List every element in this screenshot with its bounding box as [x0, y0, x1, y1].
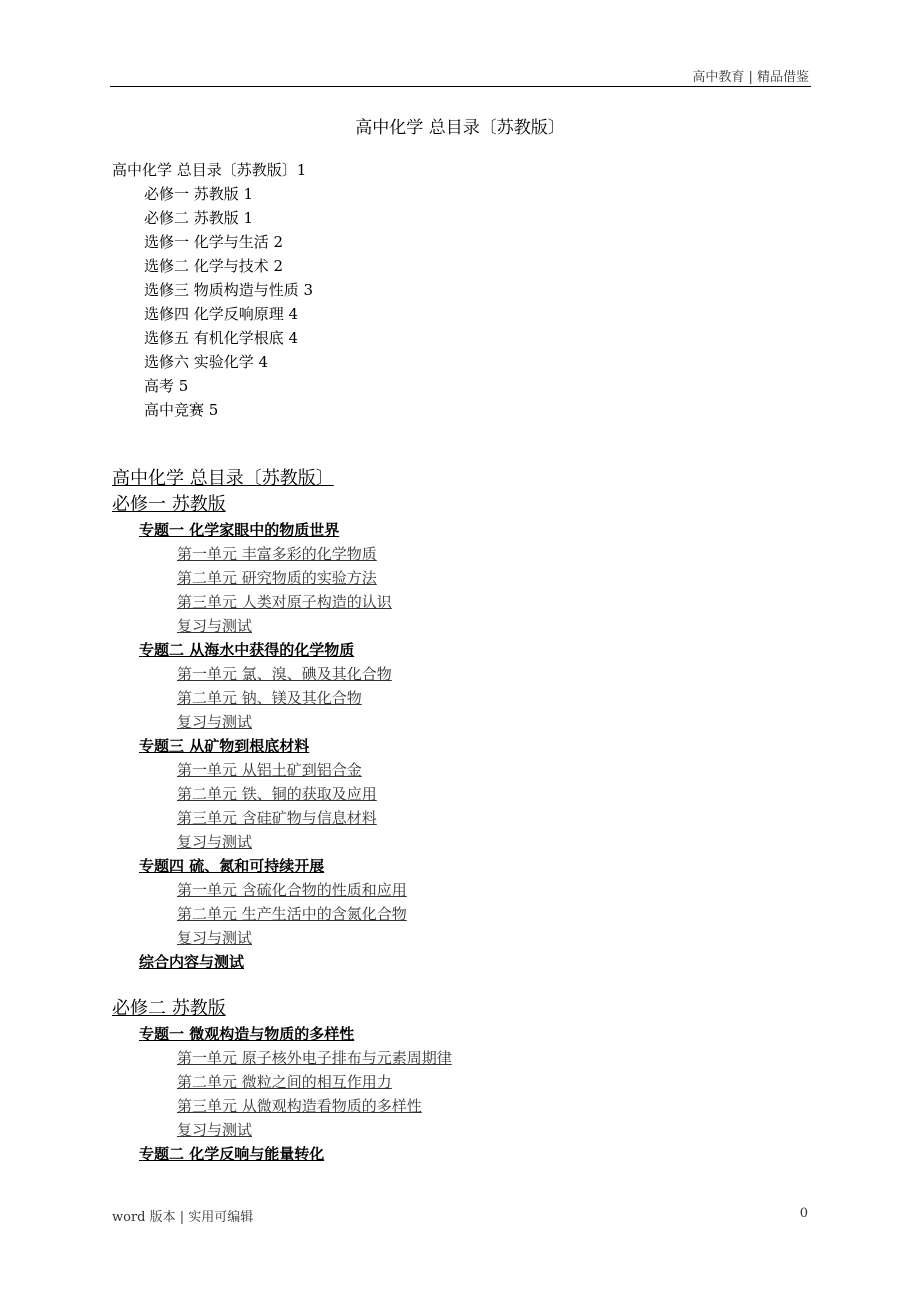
unit-link[interactable]: 第二单元 钠、镁及其化合物 [177, 689, 362, 707]
contents-body [0, 466, 920, 1166]
toc-entry[interactable]: 高考 5 [144, 377, 189, 395]
toc-entry[interactable]: 选修一 化学与生活 2 [144, 233, 284, 251]
unit-link[interactable]: 复习与测试 [177, 617, 253, 635]
unit-link[interactable]: 第一单元 从铝土矿到铝合金 [177, 761, 362, 779]
unit-link[interactable]: 第一单元 氯、溴、碘及其化合物 [177, 665, 392, 683]
toc-entry[interactable]: 高中化学 总目录〔苏教版〕1 [112, 161, 307, 179]
main-heading-link[interactable]: 高中化学 总目录〔苏教版〕 [112, 468, 334, 489]
unit-link[interactable]: 第二单元 铁、铜的获取及应用 [177, 785, 377, 803]
unit-link[interactable]: 第一单元 丰富多彩的化学物质 [177, 545, 377, 563]
topic-link[interactable]: 专题四 硫、氮和可持续开展 [139, 857, 325, 875]
book-title-link[interactable]: 必修一 苏教版 [112, 494, 226, 515]
toc-entry[interactable]: 选修五 有机化学根底 4 [144, 329, 299, 347]
topic-link[interactable]: 专题一 化学家眼中的物质世界 [139, 521, 340, 539]
topic-link[interactable]: 专题三 从矿物到根底材料 [139, 737, 310, 755]
unit-link[interactable]: 第三单元 从微观构造看物质的多样性 [177, 1097, 422, 1115]
topic-link[interactable]: 专题二 化学反响与能量转化 [139, 1145, 325, 1163]
toc-entry[interactable]: 高中竞赛 5 [144, 401, 219, 419]
toc-entry[interactable]: 选修四 化学反响原理 4 [144, 305, 299, 323]
toc-entry[interactable]: 必修一 苏教版 1 [144, 185, 254, 203]
page-header: 高中教育 | 精品借鉴 [692, 70, 809, 85]
topic-link[interactable]: 综合内容与测试 [139, 953, 245, 971]
book-title-link[interactable]: 必修二 苏教版 [112, 998, 226, 1019]
footer-text: word 版本 | 实用可编辑 [112, 1210, 254, 1225]
unit-link[interactable]: 复习与测试 [177, 1121, 253, 1139]
unit-link[interactable]: 第二单元 研究物质的实验方法 [177, 569, 377, 587]
header-rule [110, 86, 811, 87]
section-gap [0, 974, 920, 996]
document-title: 高中化学 总目录〔苏教版〕 [355, 118, 565, 138]
unit-link[interactable]: 复习与测试 [177, 833, 253, 851]
unit-link[interactable]: 复习与测试 [177, 929, 253, 947]
topic-link[interactable]: 专题一 微观构造与物质的多样性 [139, 1025, 355, 1043]
topic-link[interactable]: 专题二 从海水中获得的化学物质 [139, 641, 355, 659]
unit-link[interactable]: 第二单元 生产生活中的含氮化合物 [177, 905, 407, 923]
toc-entry[interactable]: 必修二 苏教版 1 [144, 209, 254, 227]
unit-link[interactable]: 第三单元 人类对原子构造的认识 [177, 593, 392, 611]
unit-link[interactable]: 第二单元 微粒之间的相互作用力 [177, 1073, 392, 1091]
table-of-contents [0, 158, 920, 422]
toc-entry[interactable]: 选修三 物质构造与性质 3 [144, 281, 314, 299]
page-number: 0 [799, 1206, 808, 1221]
unit-link[interactable]: 第三单元 含硅矿物与信息材料 [177, 809, 377, 827]
toc-entry[interactable]: 选修二 化学与技术 2 [144, 257, 284, 275]
unit-link[interactable]: 复习与测试 [177, 713, 253, 731]
toc-entry[interactable]: 选修六 实验化学 4 [144, 353, 269, 371]
unit-link[interactable]: 第一单元 原子核外电子排布与元素周期律 [177, 1049, 452, 1067]
unit-link[interactable]: 第一单元 含硫化合物的性质和应用 [177, 881, 407, 899]
